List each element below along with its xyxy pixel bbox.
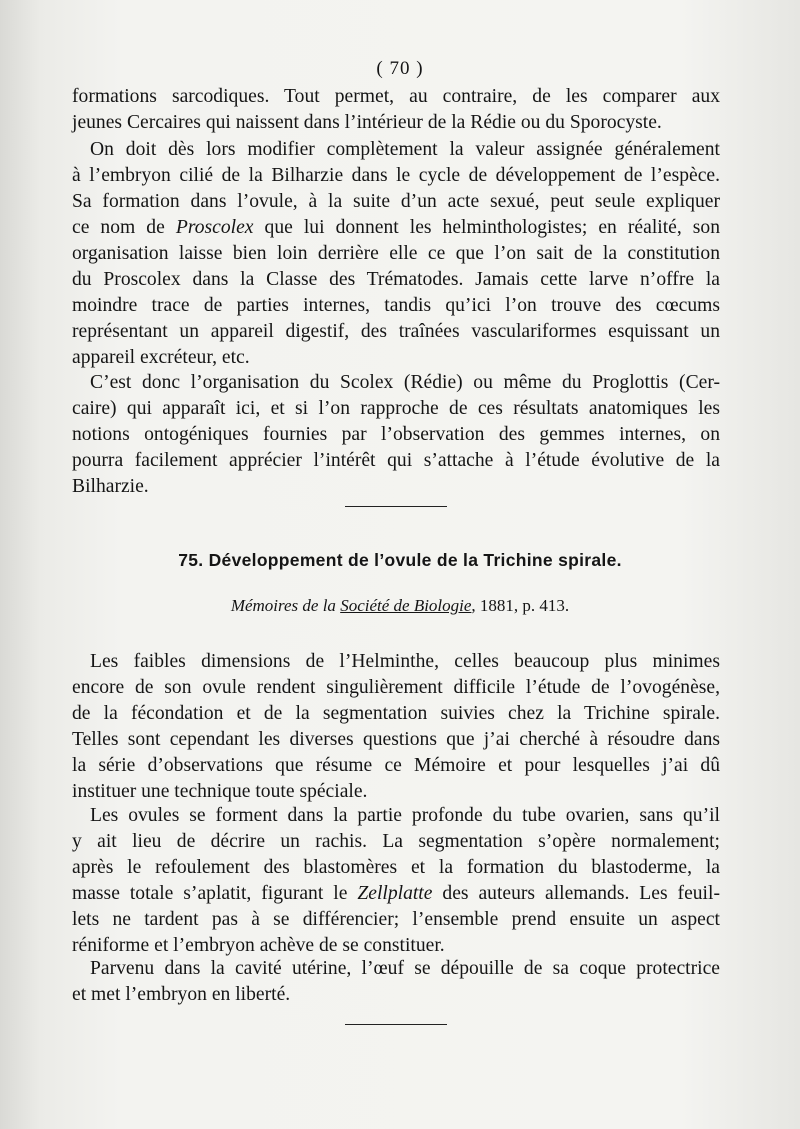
citation (0, 596, 800, 616)
citation-journal-prefix: Mémoires de la (230, 596, 336, 615)
section-title: 75. Développement de l’ovule de la Trichine spirale. (178, 550, 622, 570)
text-line: Parvenu dans la cavité utérine, l’œuf se dépouille de sa coque protectrice (90, 958, 720, 979)
text-line: Sa formation dans l’ovule, à la suite d’un acte sexué, peut seule expliquer (72, 191, 720, 212)
paragraph-continuation (72, 84, 720, 136)
text-line: y ait lieu de décrire un rachis. La segmentation s’opère normalement; (72, 831, 720, 852)
text-line: encore de son ovule rendent singulièrement difficile l’étude de l’ovogénèse, (72, 677, 720, 698)
text-line-zellplatte (72, 881, 720, 907)
text-line: après le refoulement des blastomères et la formation du blastoderme, la (72, 857, 720, 878)
page-number: ( 70 ) (376, 58, 424, 79)
text-line: caire) qui apparaît ici, et si l’on rapproche de ces résultats anatomiques les (72, 398, 720, 419)
text-line: du Proscolex dans la Classe des Trématodes. Jamais cette larve n’offre la (72, 269, 720, 290)
citation-journal (231, 596, 472, 615)
text-line: de la fécondation et de la segmentation suivies chez la Trichine spirale. (72, 703, 720, 724)
paragraph-embryon (72, 137, 720, 371)
paragraph-dimensions (72, 649, 720, 805)
text-line: appareil excréteur, etc. (72, 347, 250, 368)
text-line: moindre trace de parties internes, tandis qu’ici l’on trouve des cœcums (72, 295, 720, 316)
text-line: On doit dès lors modifier complètement la valeur assignée généralement (90, 139, 720, 160)
text-line: formations sarcodiques. Tout permet, au contraire, de les comparer aux (72, 86, 720, 107)
text-line: la série d’observations que résume ce Mémoire et pour lesquelles j’ai dû (72, 755, 720, 776)
text-line: jeunes Cercaires qui naissent dans l’intérieur de la Rédie ou du Sporocyste. (72, 112, 662, 133)
text-line: lets ne tardent pas à se différencier; l’ensemble prend ensuite un aspect (72, 909, 720, 930)
text-line: Les faibles dimensions de l’Helminthe, celles beaucoup plus minimes (90, 651, 720, 672)
citation-journal-name: Société de Biologie (340, 596, 472, 615)
paragraph-ovules (72, 803, 720, 959)
text-line: représentant un appareil digestif, des traînées vasculariformes esquissant un (72, 321, 720, 342)
text-fragment: masse totale s’aplatit, figurant le (72, 883, 348, 904)
text-line: notions ontogéniques fournies par l’observation des gemmes internes, on (72, 424, 720, 445)
text-fragment: des auteurs allemands. Les feuil- (442, 883, 720, 904)
text-line: pourra facilement apprécier l’intérêt qui s’attache à l’étude évolutive de la (72, 450, 720, 471)
text-line: instituer une technique toute spéciale. (72, 781, 368, 802)
text-line: Les ovules se forment dans la partie profonde du tube ovarien, sans qu’il (90, 805, 720, 826)
text-line: Telles sont cependant les diverses questions que j’ai cherché à résoudre dans (72, 729, 720, 750)
text-fragment: ce nom de (72, 217, 165, 238)
text-fragment: que lui donnent les helminthologistes; en réalité, son (264, 217, 720, 238)
section-divider (345, 506, 447, 507)
paragraph-uterine (72, 956, 720, 1008)
zellplatte-term: Zellplatte (357, 883, 433, 904)
text-line: réniforme et l’embryon achève de se constituer. (72, 935, 445, 956)
text-line-proscolex (72, 215, 720, 241)
end-divider (345, 1024, 447, 1025)
paragraph-scolex (72, 370, 720, 500)
proscolex-term: Proscolex (175, 217, 254, 238)
text-line: et met l’embryon en liberté. (72, 984, 291, 1005)
text-line: organisation laisse bien loin derrière elle ce que l’on sait de la constitution (72, 243, 720, 264)
text-line: Bilharzie. (72, 476, 149, 497)
citation-details: , 1881, p. 413. (471, 596, 570, 615)
text-line: à l’embryon cilié de la Bilharzie dans le cycle de développement de l’espèce. (72, 165, 720, 186)
text-line: C’est donc l’organisation du Scolex (Rédie) ou même du Proglottis (Cer- (90, 372, 720, 393)
